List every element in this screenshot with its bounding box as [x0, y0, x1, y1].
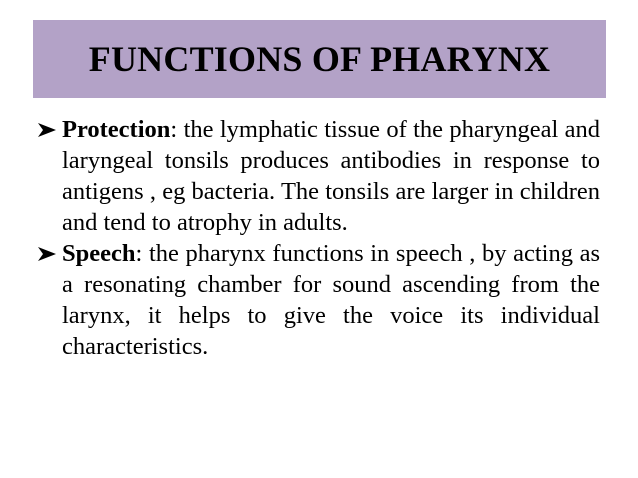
bullet-term: Speech [62, 240, 136, 267]
bullet-item-speech [37, 238, 600, 362]
bullet-list [37, 114, 600, 362]
bullet-separator: : [135, 240, 143, 267]
slide-title: FUNCTIONS OF PHARYNX [88, 39, 551, 79]
arrowhead-bullet-icon [37, 122, 57, 138]
bullet-text: the pharynx functions in speech , by acting as a resonating chamber for sound ascending from the larynx, it helps to give the voice its individual characteristics. [62, 240, 600, 360]
title-banner [33, 20, 606, 98]
bullet-separator: : [170, 116, 178, 143]
bullet-term: Protection [62, 116, 171, 143]
bullet-text: the lymphatic tissue of the pharyngeal and laryngeal tonsils produces antibodies in response to antigens , eg bacteria. The tonsils are larger in children and tend to atrophy in adults. [62, 116, 600, 236]
arrowhead-bullet-icon [37, 246, 57, 262]
bullet-item-protection [37, 114, 600, 238]
